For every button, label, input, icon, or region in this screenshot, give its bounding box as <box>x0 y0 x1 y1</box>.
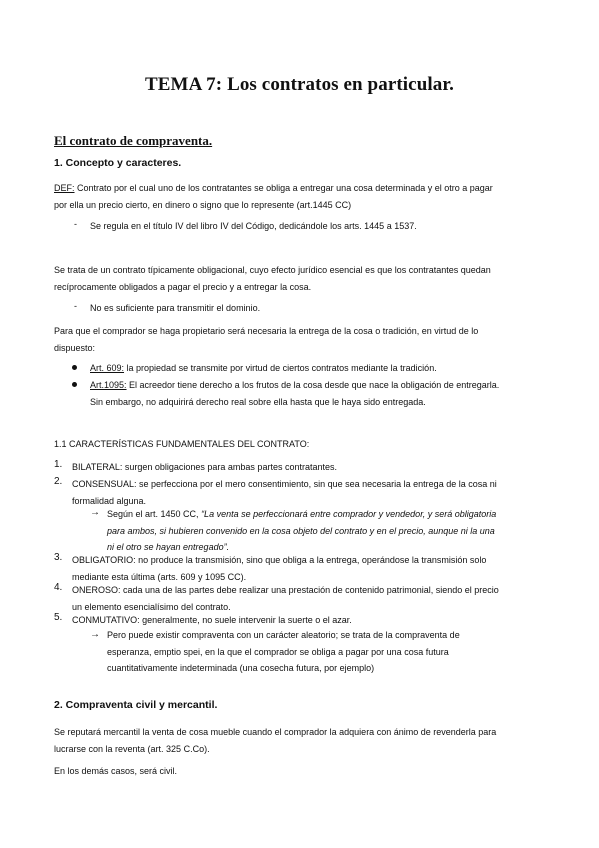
consensual-line-1: CONSENSUAL: se perfecciona por el mero consentimiento, sin que sea necesaria la entrega de la cosa ni <box>72 479 497 489</box>
list-item-oneroso <box>72 582 499 615</box>
def-line-1: Contrato por el cual uno de los contratantes se obliga a entregar una cosa determinada y el otro a pagar <box>74 183 493 193</box>
bullet-dot <box>72 365 77 370</box>
definition-paragraph <box>54 180 548 213</box>
oneroso-line-1: ONEROSO: cada una de las partes debe realizar una prestación de contenido patrimonial, siendo el precio <box>72 585 499 595</box>
oneroso-line-2: un elemento esencialísimo del contrato. <box>72 601 231 612</box>
list-number: 2. <box>54 476 63 487</box>
heading-concepto: 1. Concepto y caracteres. <box>54 157 182 169</box>
list-item-bilateral: BILATERAL: surgen obligaciones para ambas partes contratantes. <box>72 462 337 472</box>
list-number: 4. <box>54 582 63 593</box>
paragraph-tradicion <box>54 323 548 356</box>
dash-item-dominio: No es suficiente para transmitir el dominio. <box>90 303 261 313</box>
heading-compraventa-civil-mercantil: 2. Compraventa civil y mercantil. <box>54 699 218 711</box>
arrow-icon: → <box>90 629 100 640</box>
aleatorio-line-1: Pero puede existir compraventa con un carácter aleatorio; se trata de la compraventa de <box>107 630 460 640</box>
dash-marker: - <box>74 301 77 311</box>
sub-item-aleatorio <box>107 627 547 677</box>
list-number: 3. <box>54 552 63 563</box>
bullet-text: El acreedor tiene derecho a los frutos de la cosa desde que nace la obligación de entregarla. <box>126 380 500 390</box>
sub-item-art-1450 <box>107 506 496 556</box>
bullet-ref: Art. 609: <box>90 363 125 373</box>
bullet-ref: Art.1095: <box>90 380 127 390</box>
obligatorio-line-2: mediante esta última (arts. 609 y 1095 CC). <box>72 571 247 582</box>
para1-line-1: Se trata de un contrato típicamente obligacional, cuyo efecto jurídico esencial es que los contratantes quedan <box>54 265 491 275</box>
def-label: DEF: <box>54 183 75 193</box>
dash-marker: - <box>74 219 77 229</box>
list-number: 5. <box>54 612 63 623</box>
aleatorio-line-2: esperanza, emptio spei, en la que el comprador se obliga a pagar por una cosa futura <box>107 646 449 657</box>
section-title: El contrato de compraventa. <box>54 133 213 148</box>
consensual-line-2: formalidad alguna. <box>72 495 147 506</box>
heading-caracteristicas: 1.1 CARACTERÍSTICAS FUNDAMENTALES DEL CONTRATO: <box>54 439 310 449</box>
document-title: TEMA 7: Los contratos en particular. <box>144 74 454 95</box>
para2-line-1: Para que el comprador se haga propietario será necesaria la entrega de la cosa o tradición, en virtud de lo <box>54 326 479 336</box>
paragraph-obligacional <box>54 262 548 295</box>
def-line-2: por ella un precio cierto, en dinero o signo que lo represente (art.1445 CC) <box>54 199 352 210</box>
list-number: 1. <box>54 459 63 470</box>
list-item-consensual <box>72 476 497 509</box>
bullet-art-609 <box>90 360 437 377</box>
para3-line-2: lucrarse con la reventa (art. 325 C.Co). <box>54 743 210 754</box>
aleatorio-line-3: cuantitativamente indeterminada (una cosecha futura, por ejemplo) <box>107 663 375 673</box>
bullet-dot <box>72 382 77 387</box>
bullet-text: la propiedad se transmite por virtud de ciertos contratos mediante la tradición. <box>124 363 437 373</box>
list-item-conmutativo: CONMUTATIVO: generalmente, no suele intervenir la suerte o el azar. <box>72 615 352 625</box>
para1-line-2: recíprocamente obligados a pagar el precio y a entregar la cosa. <box>54 281 312 292</box>
arrow-icon: → <box>90 507 100 518</box>
sub-pre: Según el art. 1450 CC, <box>107 509 202 519</box>
bullet-art-1095 <box>90 377 499 410</box>
bullet-continuation: Sin embargo, no adquirirá derecho real sobre ella hasta que le haya sido entregada. <box>90 396 426 407</box>
list-item-obligatorio <box>72 552 486 585</box>
para3-line-1: Se reputará mercantil la venta de cosa mueble cuando el comprador la adquiera con ánimo de revenderla para <box>54 727 497 737</box>
obligatorio-line-1: OBLIGATORIO: no produce la transmisión, sino que obliga a la entrega, operándose la transmisión solo <box>72 555 487 565</box>
quote-line-3: ni el otro se hayan entregado”. <box>107 542 230 552</box>
para2-line-2: dispuesto: <box>54 342 96 353</box>
paragraph-mercantil <box>54 724 548 757</box>
quote-line-2: para ambos, si hubieren convenido en la cosa objeto del contrato y en el precio, aunque ni la una <box>107 525 495 536</box>
dash-item-regulation: Se regula en el título IV del libro IV del Código, dedicándole los arts. 1445 a 1537. <box>90 221 417 231</box>
quote-line-1: “La venta se perfeccionará entre comprador y vendedor, y será obligatoria <box>201 509 497 519</box>
paragraph-civil: En los demás casos, será civil. <box>54 766 178 776</box>
